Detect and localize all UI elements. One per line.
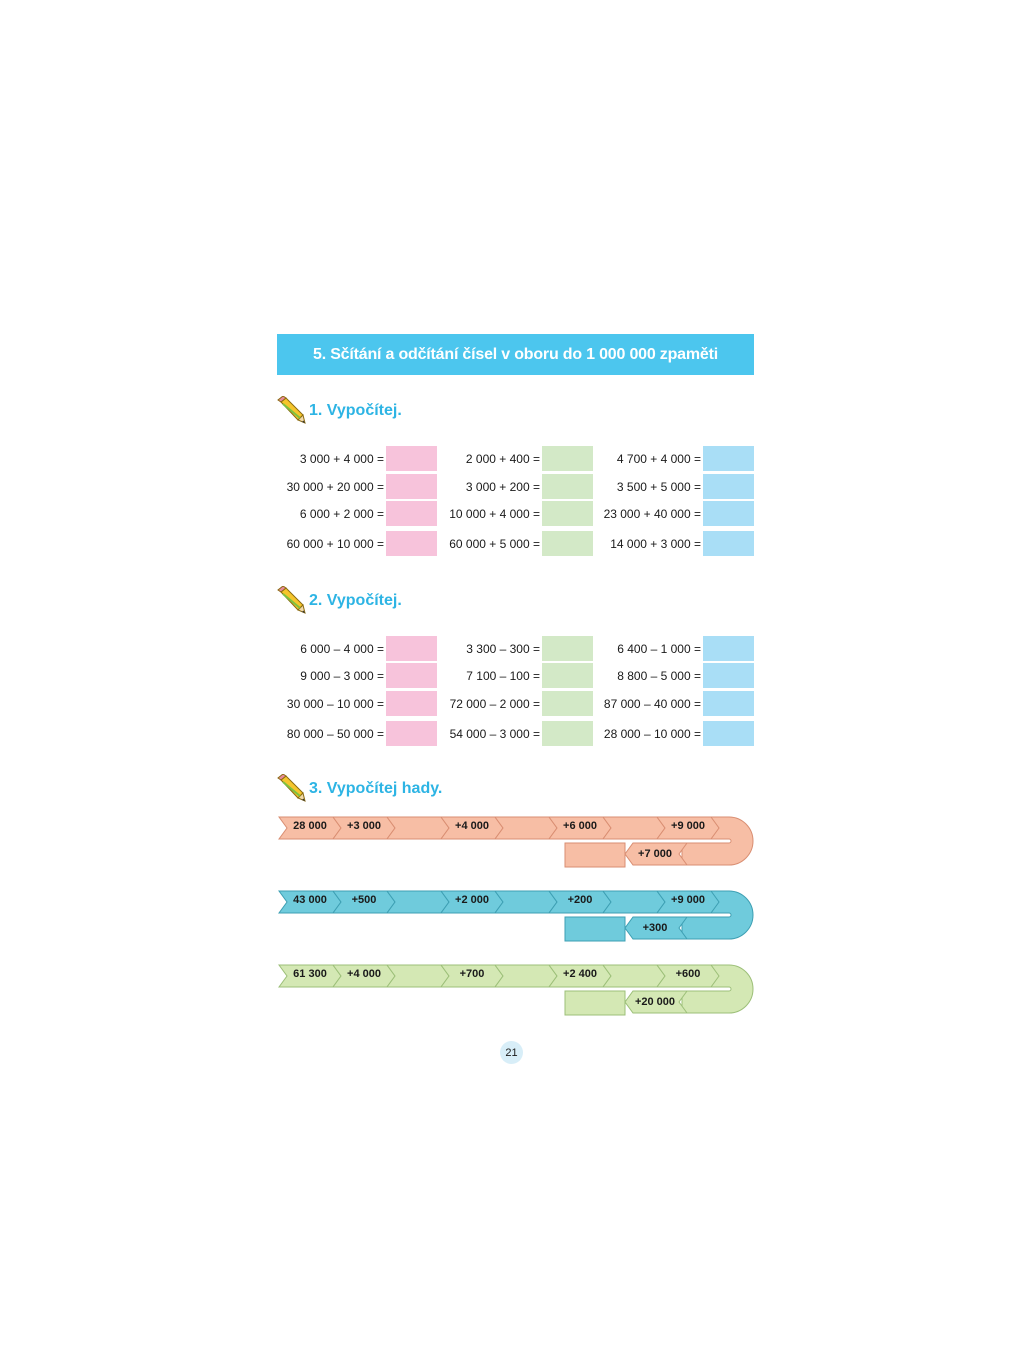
answer-box[interactable] — [386, 663, 437, 688]
snake-step: +9 000 — [671, 820, 705, 832]
answer-box[interactable] — [386, 474, 437, 499]
equation-text: 3 300 – 300 = — [466, 641, 540, 656]
equation-text: 10 000 + 4 000 = — [449, 506, 540, 521]
equation — [437, 636, 593, 661]
snake-start-value: 43 000 — [293, 894, 327, 906]
equation-text: 60 000 + 10 000 = — [286, 536, 384, 551]
snake-step: +3 000 — [347, 820, 381, 832]
snake-answer-box — [565, 991, 625, 1015]
equation — [593, 446, 754, 471]
equation — [593, 721, 754, 746]
answer-box[interactable] — [542, 501, 593, 526]
equation — [277, 721, 437, 746]
answer-box[interactable] — [542, 721, 593, 746]
task-2-header — [277, 584, 402, 618]
equation — [437, 663, 593, 688]
snake-segment — [495, 965, 557, 987]
snake-segment — [387, 817, 449, 839]
task-1-header — [277, 394, 402, 428]
answer-box[interactable] — [703, 474, 754, 499]
equation-text: 2 000 + 400 = — [465, 451, 540, 466]
answer-box[interactable] — [542, 446, 593, 471]
answer-box[interactable] — [703, 691, 754, 716]
answer-box[interactable] — [386, 721, 437, 746]
snake-return-step: +20 000 — [634, 996, 676, 1008]
equation-text: 3 000 + 200 = — [465, 479, 540, 494]
answer-box[interactable] — [703, 446, 754, 471]
snake-segment — [495, 817, 557, 839]
page-title: 5. Sčítání a odčítání čísel v oboru do 1 000 000 zpaměti — [277, 334, 754, 375]
equation-text: 30 000 + 20 000 = — [286, 479, 384, 494]
equation — [437, 474, 593, 499]
equation-text: 14 000 + 3 000 = — [610, 536, 701, 551]
task-3-title: 3. Vypočítej hady. — [309, 780, 443, 797]
snake-segment — [387, 891, 449, 913]
task-2-grid — [277, 636, 754, 748]
pencil-icon — [277, 396, 307, 426]
task-2-title: 2. Vypočítej. — [309, 592, 402, 609]
answer-box[interactable] — [542, 474, 593, 499]
answer-box[interactable] — [386, 691, 437, 716]
snake-segment — [603, 965, 665, 987]
equation — [437, 446, 593, 471]
equation — [277, 691, 437, 716]
task-3-header — [277, 772, 442, 806]
equation-text: 30 000 – 10 000 = — [286, 696, 384, 711]
equation-text: 3 000 + 4 000 = — [299, 451, 384, 466]
answer-box[interactable] — [386, 501, 437, 526]
equation-text: 7 100 – 100 = — [466, 668, 540, 683]
equation — [593, 636, 754, 661]
snake-segment — [603, 891, 665, 913]
snake-answer-box — [565, 917, 625, 941]
answer-box[interactable] — [386, 446, 437, 471]
snake-start-value: 28 000 — [293, 820, 327, 832]
equation — [277, 531, 437, 556]
snake-step: +700 — [459, 968, 485, 980]
answer-box[interactable] — [703, 636, 754, 661]
answer-box[interactable] — [386, 531, 437, 556]
snake-return-step: +300 — [642, 922, 668, 934]
page-number: 21 — [500, 1041, 523, 1064]
snake-return-step: +7 000 — [638, 848, 672, 860]
snake-step: +500 — [351, 894, 377, 906]
snake-step: +4 000 — [455, 820, 489, 832]
snake-step: +9 000 — [671, 894, 705, 906]
snake-segment — [495, 891, 557, 913]
equation — [277, 636, 437, 661]
equation — [437, 501, 593, 526]
snake-3 — [277, 963, 757, 1019]
equation-text: 3 500 + 5 000 = — [616, 479, 701, 494]
snake-step: +4 000 — [347, 968, 381, 980]
equation-text: 9 000 – 3 000 = — [300, 668, 384, 683]
equation — [277, 501, 437, 526]
equation — [593, 691, 754, 716]
answer-box[interactable] — [542, 531, 593, 556]
equation-text: 6 000 – 4 000 = — [300, 641, 384, 656]
snake-step: +6 000 — [563, 820, 597, 832]
equation-text: 28 000 – 10 000 = — [603, 726, 701, 741]
equation-text: 23 000 + 40 000 = — [603, 506, 701, 521]
snake-step: +2 400 — [563, 968, 597, 980]
equation — [277, 474, 437, 499]
answer-box[interactable] — [703, 501, 754, 526]
equation-text: 72 000 – 2 000 = — [449, 696, 540, 711]
equation — [277, 446, 437, 471]
answer-box[interactable] — [386, 636, 437, 661]
equation — [593, 474, 754, 499]
equation — [593, 531, 754, 556]
equation-text: 54 000 – 3 000 = — [449, 726, 540, 741]
equation-text: 80 000 – 50 000 = — [286, 726, 384, 741]
equation-text: 87 000 – 40 000 = — [603, 696, 701, 711]
equation — [277, 663, 437, 688]
answer-box[interactable] — [703, 531, 754, 556]
snake-segment — [603, 817, 665, 839]
equation-text: 6 000 + 2 000 = — [299, 506, 384, 521]
equation — [437, 531, 593, 556]
equation — [593, 501, 754, 526]
snake-answer-box — [565, 843, 625, 867]
snake-segment — [387, 965, 449, 987]
equation — [437, 691, 593, 716]
snake-step: +200 — [567, 894, 593, 906]
equation — [437, 721, 593, 746]
snake-start-value: 61 300 — [293, 968, 327, 980]
equation-text: 8 800 – 5 000 = — [617, 668, 701, 683]
answer-box[interactable] — [703, 721, 754, 746]
answer-box[interactable] — [542, 691, 593, 716]
snake-step: +2 000 — [455, 894, 489, 906]
equation — [593, 663, 754, 688]
snake-step: +600 — [675, 968, 701, 980]
pencil-icon — [277, 774, 307, 804]
equation-text: 60 000 + 5 000 = — [449, 536, 540, 551]
task-1-grid — [277, 446, 754, 558]
snake-1 — [277, 815, 757, 871]
answer-box[interactable] — [542, 663, 593, 688]
answer-box[interactable] — [542, 636, 593, 661]
answer-box[interactable] — [703, 663, 754, 688]
task-1-title: 1. Vypočítej. — [309, 402, 402, 419]
equation-text: 6 400 – 1 000 = — [617, 641, 701, 656]
pencil-icon — [277, 586, 307, 616]
snake-2 — [277, 889, 757, 945]
equation-text: 4 700 + 4 000 = — [616, 451, 701, 466]
